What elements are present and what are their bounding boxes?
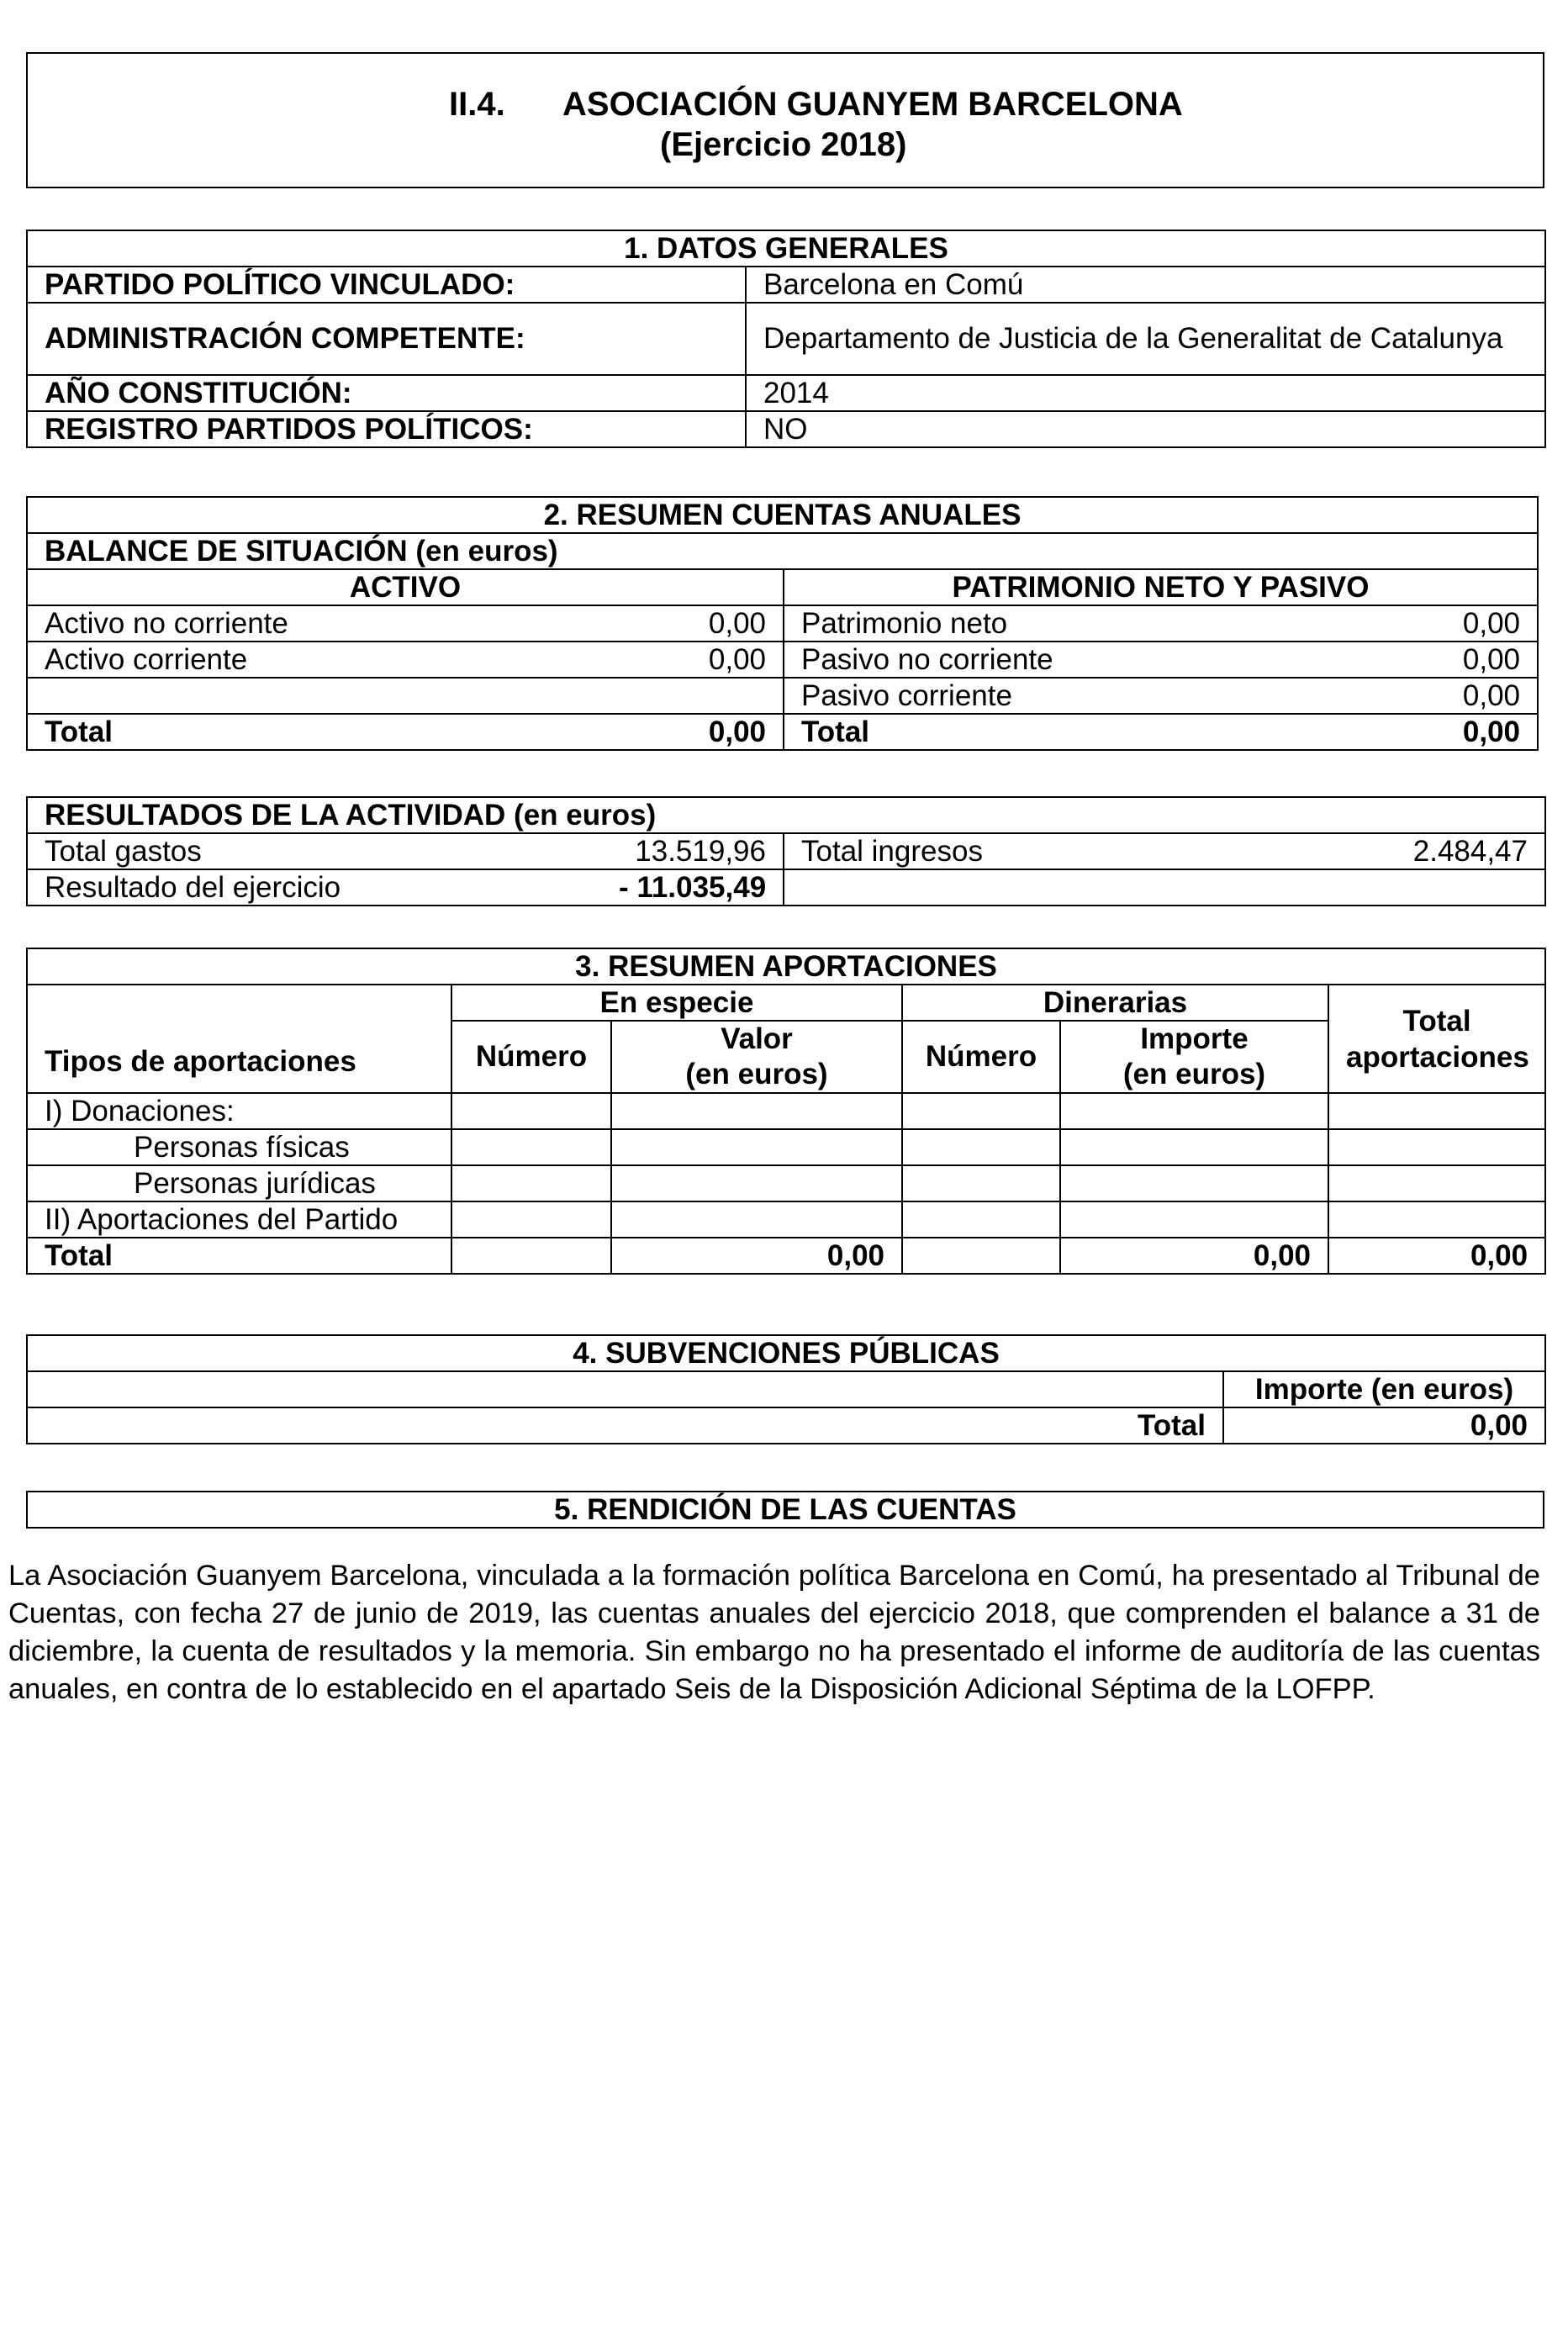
pasivo-corriente-label: Pasivo corriente [784,678,1384,714]
balance-title: BALANCE DE SITUACIÓN (en euros) [27,533,1538,569]
aportaciones-table [26,948,1546,1275]
partido-value: Barcelona en Comú [746,267,1545,303]
personas-juridicas-label: Personas jurídicas [27,1165,451,1201]
table-row [27,267,1545,303]
activo-no-corriente-label: Activo no corriente [27,605,602,642]
importe-header-line2: (en euros) [1122,1058,1266,1090]
donaciones-label: I) Donaciones: [27,1093,451,1129]
total-ingresos-value: 2.484,47 [1384,833,1545,869]
subvenciones-total-value: 0,00 [1223,1407,1545,1444]
cuentas-anuales-table [26,496,1539,751]
table-row [27,1093,1545,1129]
resultados-title: RESULTADOS DE LA ACTIVIDAD (en euros) [27,797,1545,833]
table-row [27,1238,1545,1274]
table-row [27,714,1538,750]
total-header-line2: aportaciones [1346,1040,1529,1074]
valor-header [611,1021,902,1093]
pasivo-no-corriente-label: Pasivo no corriente [784,642,1384,678]
resultados-table [26,796,1546,906]
total-pasivo-value: 0,00 [1384,714,1538,750]
aportaciones-title: 3. RESUMEN APORTACIONES [27,948,1545,985]
personas-fisicas-label: Personas físicas [27,1129,451,1165]
total-aportaciones-header [1328,985,1545,1093]
table-row [27,1407,1545,1444]
numero-especie-header: Número [451,1021,611,1093]
subvenciones-title: 4. SUBVENCIONES PÚBLICAS [27,1335,1545,1371]
activo-header: ACTIVO [27,569,784,605]
table-row [27,642,1538,678]
activo-no-corriente-value: 0,00 [602,605,784,642]
pasivo-no-corriente-value: 0,00 [1384,642,1538,678]
total-valor-especie: 0,00 [611,1238,902,1274]
aportaciones-total-label: Total [27,1238,451,1274]
partido-label: PARTIDO POLÍTICO VINCULADO: [27,267,746,303]
patrimonio-neto-label: Patrimonio neto [784,605,1384,642]
importe-header-line1: Importe [1140,1022,1249,1055]
resultado-value: - 11.035,49 [602,869,784,906]
total-importe-dinerarias: 0,00 [1060,1238,1328,1274]
anio-value: 2014 [746,375,1545,411]
total-activo-label: Total [27,714,602,750]
cuentas-anuales-title: 2. RESUMEN CUENTAS ANUALES [27,497,1538,533]
pasivo-header: PATRIMONIO NETO Y PASIVO [784,569,1538,605]
table-row [27,869,1545,906]
datos-generales-title: 1. DATOS GENERALES [27,230,1545,267]
rendicion-table [26,1491,1544,1529]
administracion-value: Departamento de Justicia de la Generalitat de Catalunya [746,303,1545,375]
dinerarias-header: Dinerarias [902,985,1328,1021]
section-number: II.4. [449,86,505,123]
total-activo-value: 0,00 [602,714,784,750]
subvenciones-table [26,1334,1546,1444]
numero-dinerarias-header: Número [902,1021,1060,1093]
anio-label: AÑO CONSTITUCIÓN: [27,375,746,411]
en-especie-header: En especie [451,985,902,1021]
activo-corriente-label: Activo corriente [27,642,602,678]
table-row [27,411,1545,447]
administracion-label: ADMINISTRACIÓN COMPETENTE: [27,303,746,375]
table-row [27,1201,1545,1238]
table-row [27,605,1538,642]
patrimonio-neto-value: 0,00 [1384,605,1538,642]
table-row [27,1165,1545,1201]
rendicion-paragraph: La Asociación Guanyem Barcelona, vinculada a la formación política Barcelona en Comú, ha presentado al Tribunal de Cuentas, con fecha 27 de junio de 2019, las cuentas anuales del ejercicio 2018, que comprenden el balance a 31 de diciembre, la cuenta de resultados y la memoria. Sin embargo no ha presentado el informe de auditoría de las cuentas anuales, en contra de lo establecido en el apartado Seis de la Disposición Adicional Séptima de la LOFPP. [8,1560,1540,1705]
tipos-header: Tipos de aportaciones [27,985,451,1093]
empty-cell [784,869,1545,906]
registro-value: NO [746,411,1545,447]
aportaciones-partido-label: II) Aportaciones del Partido [27,1201,451,1238]
subvenciones-total-label: Total [27,1407,1223,1444]
valor-header-line1: Valor [721,1022,793,1055]
rendicion-title: 5. RENDICIÓN DE LAS CUENTAS [27,1492,1544,1528]
total-pasivo-label: Total [784,714,1384,750]
activo-corriente-value: 0,00 [602,642,784,678]
table-row [27,678,1538,714]
organization-name: ASOCIACIÓN GUANYEM BARCELONA [562,86,1183,123]
total-ingresos-label: Total ingresos [784,833,1384,869]
header-box [26,52,1544,188]
table-row [27,303,1545,375]
empty-cell [27,678,784,714]
total-aportaciones-value: 0,00 [1328,1238,1545,1274]
valor-header-line2: (en euros) [685,1058,828,1090]
importe-header [1060,1021,1328,1093]
table-row [27,1129,1545,1165]
table-row [27,375,1545,411]
pasivo-corriente-value: 0,00 [1384,678,1538,714]
total-gastos-value: 13.519,96 [602,833,784,869]
resultado-label: Resultado del ejercicio [27,869,602,906]
total-gastos-label: Total gastos [27,833,602,869]
datos-generales-table [26,230,1546,448]
table-row [27,833,1545,869]
total-header-line1: Total [1402,1004,1471,1038]
empty-cell [27,1371,1223,1407]
fiscal-year: (Ejercicio 2018) [660,126,907,163]
importe-euros-header: Importe (en euros) [1223,1371,1545,1407]
registro-label: REGISTRO PARTIDOS POLÍTICOS: [27,411,746,447]
